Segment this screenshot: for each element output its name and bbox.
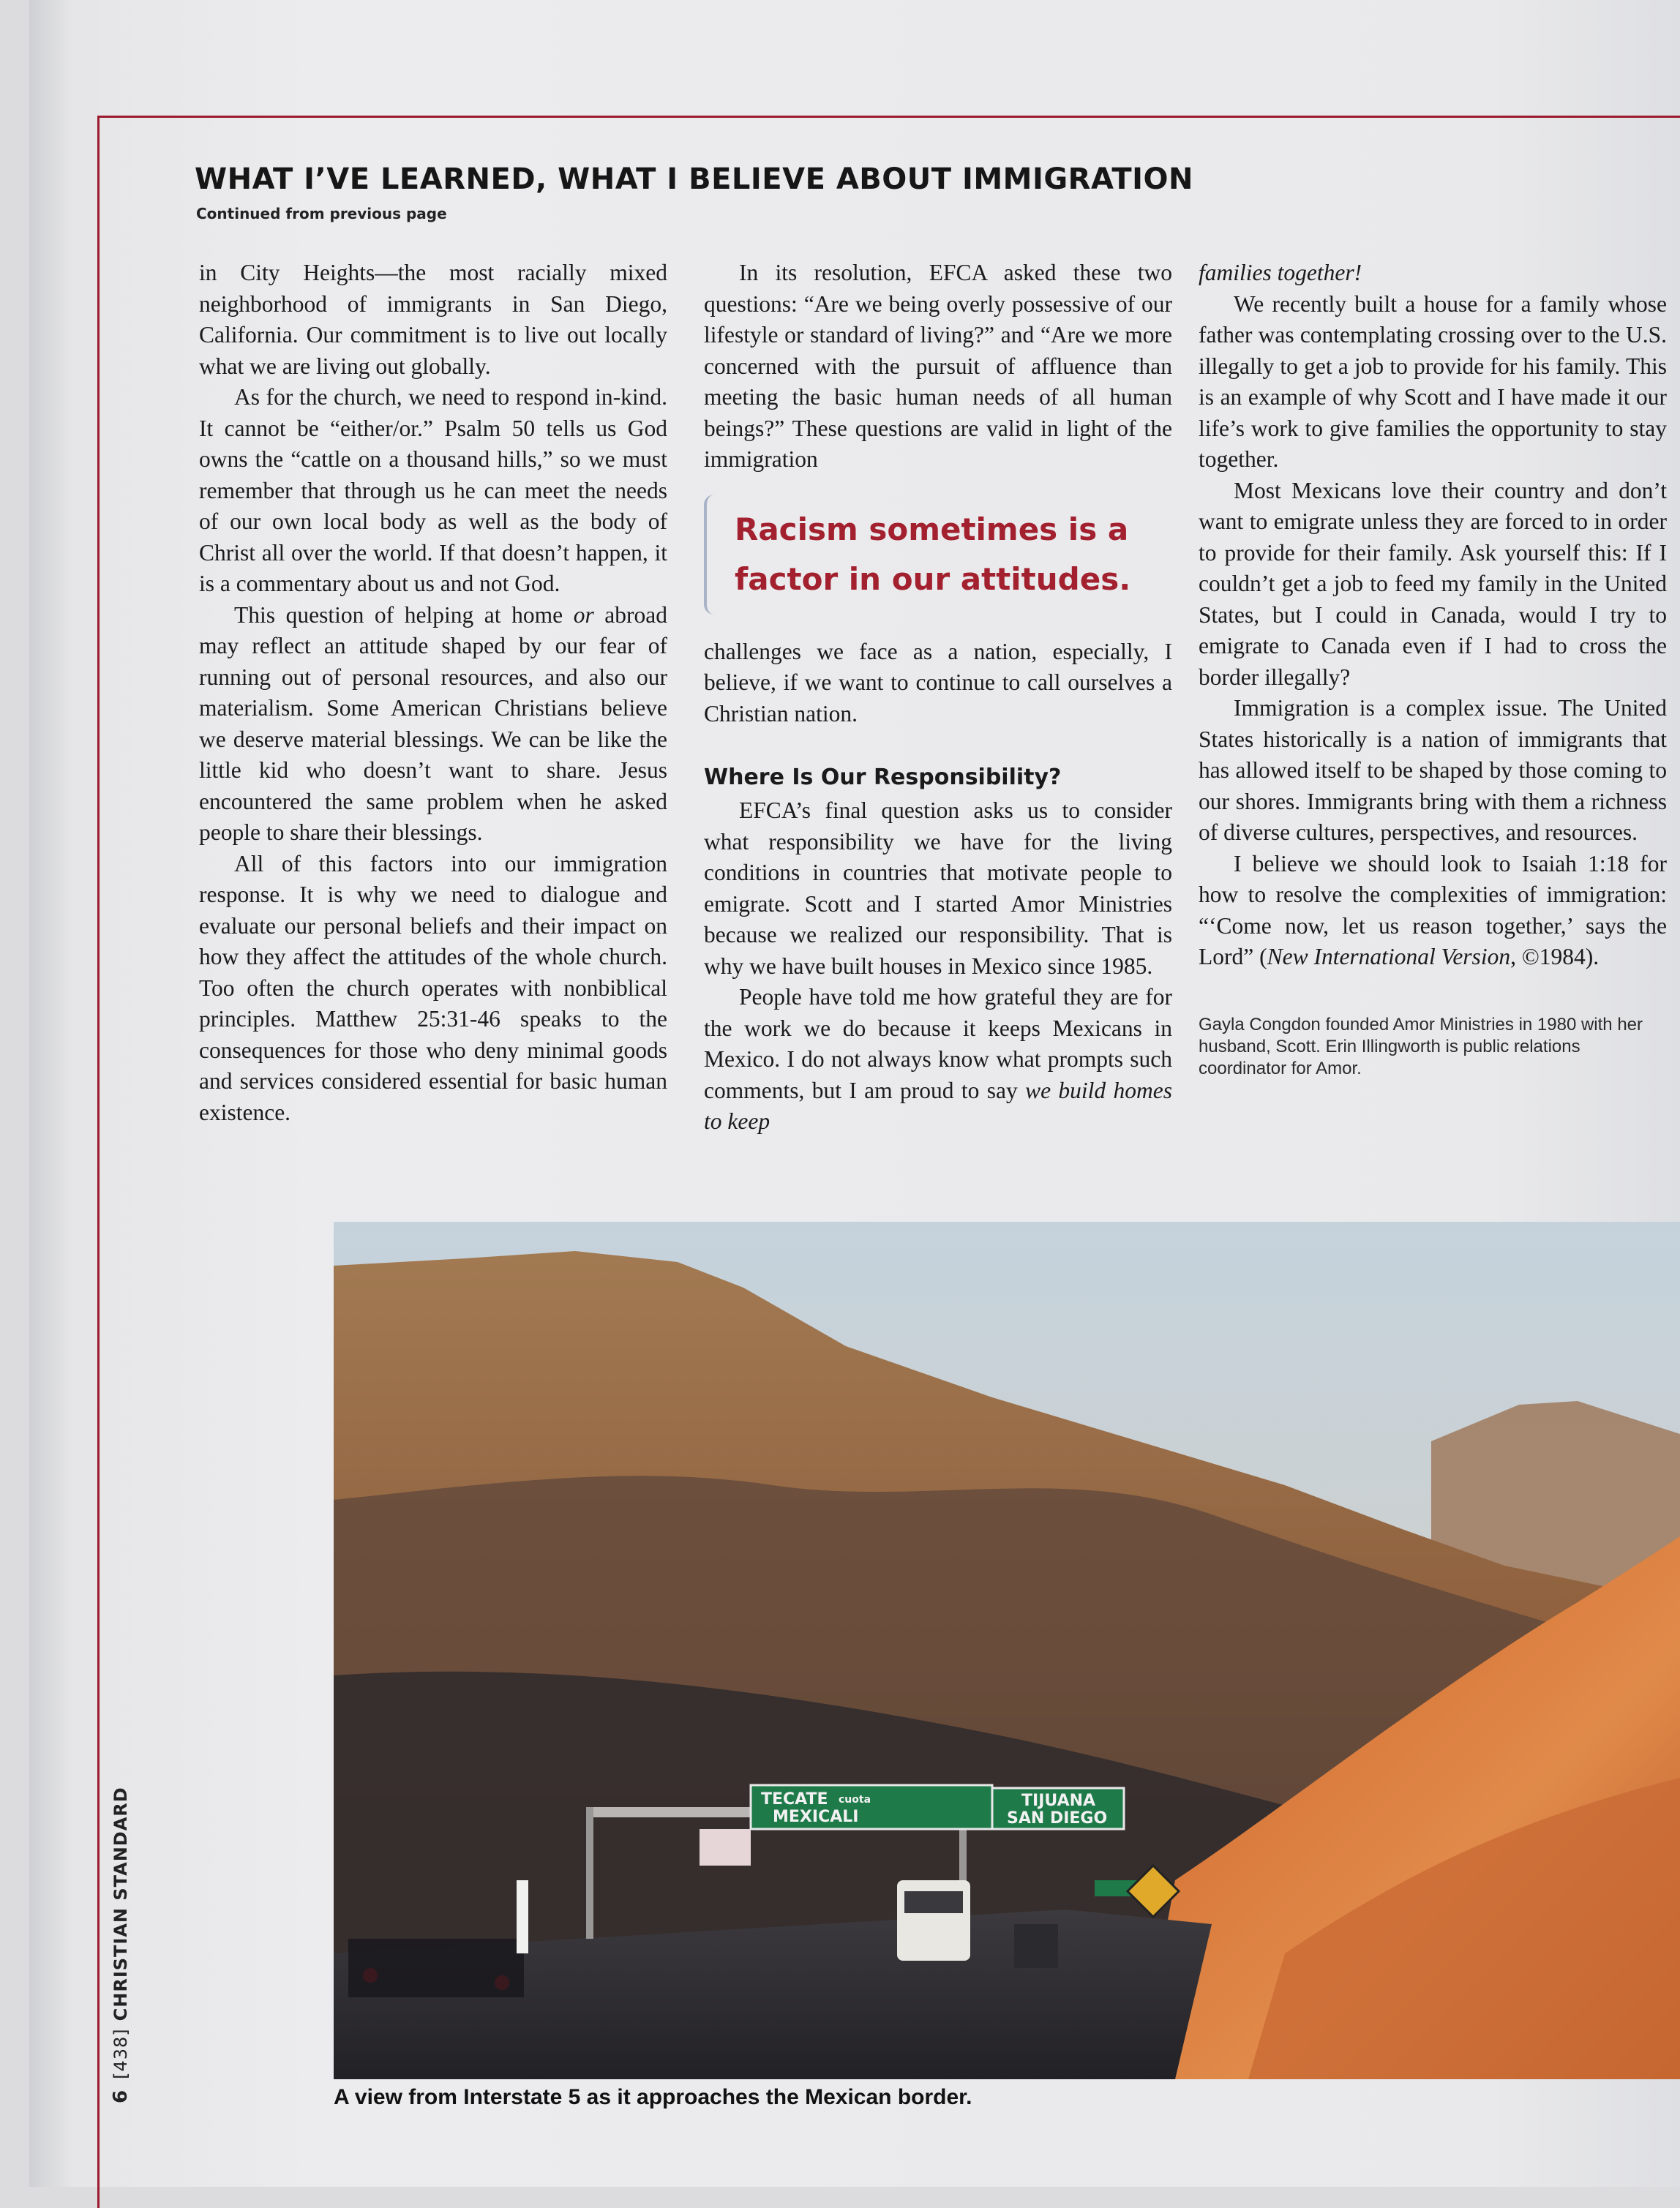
paragraph: In its resolution, EFCA asked these two questions: “Are we being overly possessive of our lifestyle or standard of living?” and “Are we more concerned with the pursuit of affluence than meeting the basic human needs of all human beings?” These questions are valid in light of the immigration: [704, 260, 1172, 472]
paragraph: People have told me how grateful they are for the work we do because it keeps Mexicans in Mexico. I do not always know what prompts such comments, but I am proud to say we build homes to keep: [704, 984, 1173, 1134]
paragraph: in City Heights—the most racially mixed neighborhood of immigrants in San Diego, California. Our commitment is to live out locally what we are living out globally.: [199, 260, 667, 379]
paragraph: Most Mexicans love their country and don’t want to emigrate unless they are forced to in order to provide for their family. Ask yourself this: If I couldn’t get a job to feed my family in the United States, but I could in Canada, would I try to emigrate to Canada even if I had to cross the border illegally?: [1199, 477, 1667, 690]
pull-quote-line: factor in our attitudes.: [735, 560, 1131, 597]
author-bio: Gayla Congdon founded Amor Ministries in 1980 with her husband, Scott. Erin Illingworth is public relations coordinator for Amor.: [1199, 1014, 1643, 1078]
sign-right-line-2: SAN DIEGO: [1007, 1809, 1108, 1828]
paragraph: As for the church, we need to respond in-kind. It cannot be “either/or.” Psalm 50 tells us God owns the “cattle on a thousand hills,” so we must remember that through us he can meet the needs of our own local body as well as the body of Christ all over the world. If that doesn’t happen, it is a commentary about us and not God.: [199, 384, 667, 596]
paragraph: Immigration is a complex issue. The United States historically is a nation of immigrants that has allowed itself to be shaped by those coming to our shores. Immigrants bring with them a richness of diverse cultures, perspectives, and resources.: [1199, 695, 1667, 845]
article-headline: WHAT I’VE LEARNED, WHAT I BELIEVE ABOUT IMMIGRATION: [195, 162, 1193, 196]
emphasis: or: [573, 601, 594, 628]
paragraph: This question of helping at home or abroad may reflect an attitude shaped by our fear of running out of personal resources, and also our materialism. Some American Christians believe we deserve material blessings. We can be like the little kid who doesn’t want to share. Jesus encountered the same problem when he asked people to share their blessings.: [199, 601, 668, 845]
column-1: [199, 258, 667, 1128]
pull-quote-line: Racism sometimes is a: [735, 511, 1129, 547]
emphasis: families together!: [1199, 260, 1362, 285]
sign-left-line-1: TECATE: [761, 1790, 828, 1809]
paragraph: challenges we face as a nation, especially, I believe, if we want to continue to call ourselves a Christian nation.: [704, 638, 1172, 726]
column-3: [1199, 258, 1667, 1080]
emphasis: New International Version: [1267, 944, 1511, 969]
page-folio: [110, 1787, 132, 2103]
sign-right-line-1: TIJUANA: [1021, 1792, 1096, 1810]
paragraph: EFCA’s final question asks us to consider what responsibility we have for the living conditions in countries that motivate people to emigrate. Scott and I started Amor Ministries because we realized our responsibility. That is why we have built houses in Mexico since 1985.: [704, 797, 1172, 979]
magazine-name: CHRISTIAN STANDARD: [110, 1787, 131, 2021]
sign-left-line-2: MEXICALI: [773, 1808, 859, 1826]
sign-left-cuota: cuota: [839, 1794, 871, 1806]
border-highway-photo: [334, 1222, 1680, 2079]
pull-quote: [704, 495, 1172, 615]
continued-note: Continued from previous page: [196, 205, 447, 222]
issue-code: [438]: [110, 2028, 131, 2079]
column-2: [704, 258, 1172, 1138]
emphasis: we build homes to keep: [704, 1077, 1173, 1134]
photo-illustration: [334, 1222, 1680, 2079]
photo-caption: A view from Interstate 5 as it approaches the Mexican border.: [334, 2085, 972, 2109]
paragraph: All of this factors into our immigration response. It is why we need to dialogue and evaluate our personal beliefs and their impact on how they affect the attitudes of the whole church. Too often the church operates with nonbiblical principles. Matthew 25:31-46 speaks to the consequences for those who deny minimal goods and services considered essential for basic human existence.: [199, 850, 667, 1125]
page-number: 6: [110, 2089, 132, 2103]
paragraph: [1199, 258, 1667, 289]
section-subhead: Where Is Our Responsibility?: [704, 765, 1062, 790]
paragraph: We recently built a house for a family whose father was contemplating crossing over to the U.S. illegally to get a job to provide for his family. This is an example of why Scott and I have made it our life’s work to give families the opportunity to stay together.: [1199, 290, 1667, 472]
paragraph: I believe we should look to Isaiah 1:18 for how to resolve the complexities of immigration: “‘Come now, let us reason together,’ says the Lord” (New International Version, ©1984).: [1199, 850, 1667, 969]
